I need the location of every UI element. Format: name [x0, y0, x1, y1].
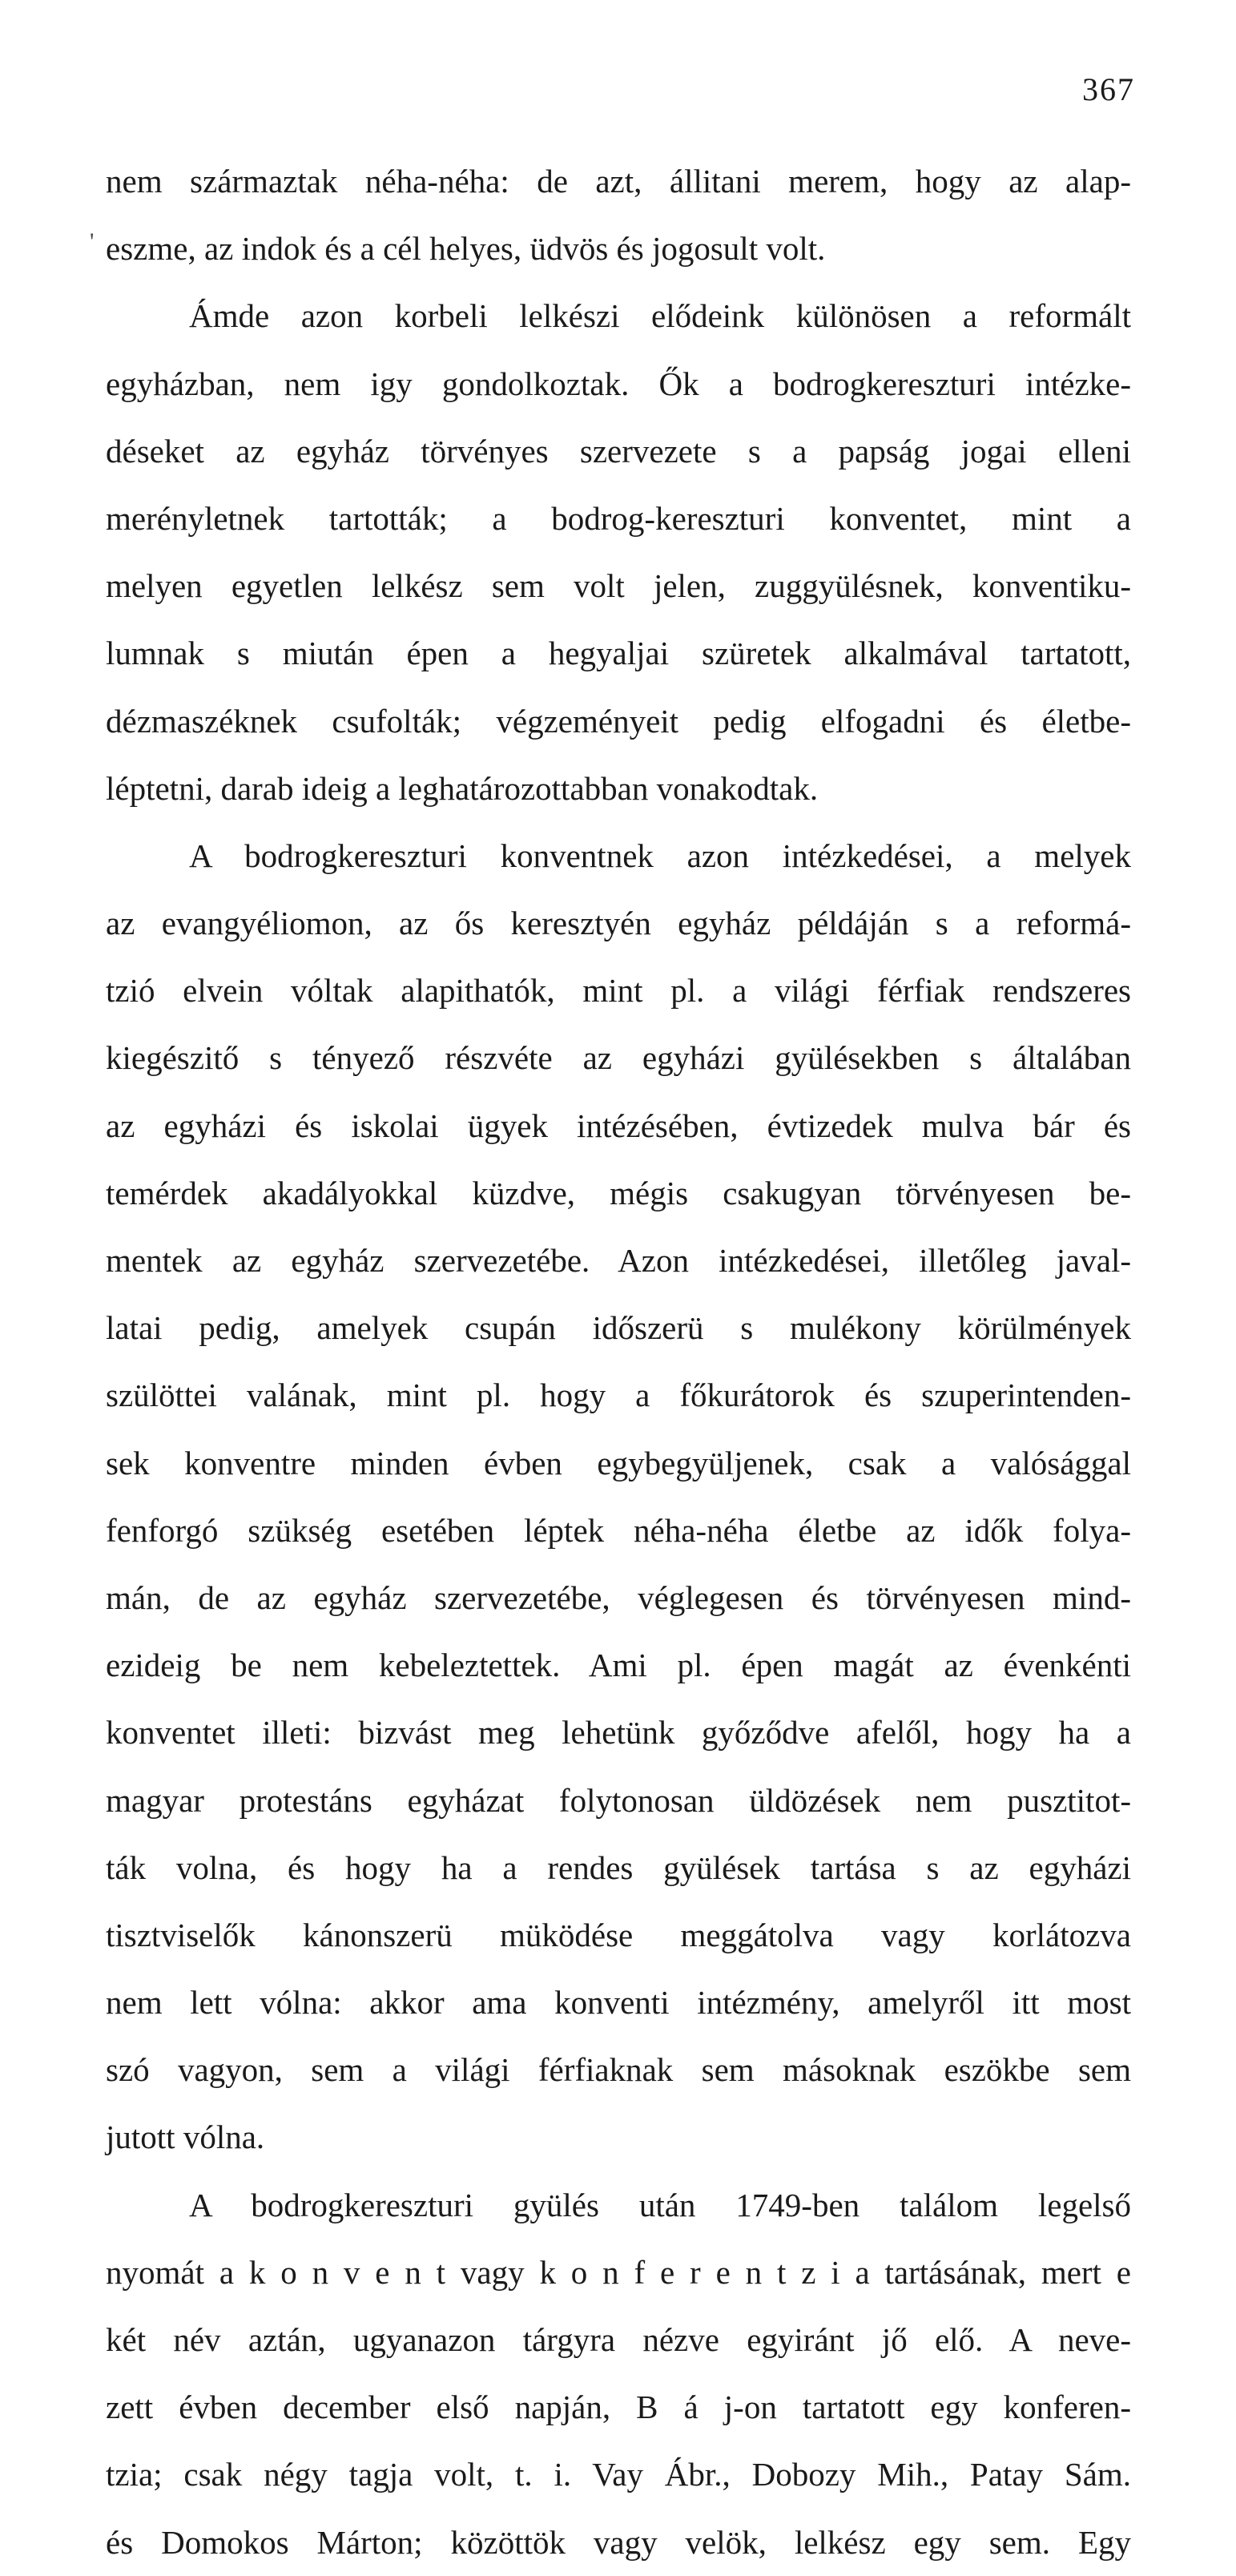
text-line: szülöttei valának, mint pl. hogy a főkurátorok és szuperintenden-	[106, 1377, 1131, 1414]
text-line: ták volna, és hogy ha a rendes gyülések tartása s az egyházi	[106, 1848, 1131, 1886]
text-line: magyar protestáns egyházat folytonosan üldözések nem pusztitot-	[106, 1781, 1131, 1819]
text-line: A bodrogkereszturi konventnek azon intézkedései, a melyek	[189, 836, 1131, 874]
text-line: sek konventre minden évben egybegyüljenek, csak a valósággal	[106, 1444, 1131, 1482]
text-line: fenforgó szükség esetében léptek néha-néha életbe az idők folya-	[106, 1511, 1131, 1549]
text-line: A bodrogkereszturi gyülés után 1749-ben találom legelső	[189, 2186, 1131, 2223]
text-line: mán, de az egyház szervezetébe, véglegesen és törvényesen mind-	[106, 1578, 1131, 1616]
text-line: az evangyéliomon, az ős keresztyén egyház példáján s a reformá-	[106, 905, 1131, 942]
text-line: tzia; csak négy tagja volt, t. i. Vay Ábr., Dobozy Mih., Patay Sám.	[106, 2456, 1131, 2493]
text-line: Ámde azon korbeli lelkészi elődeink különösen a reformált	[189, 297, 1131, 335]
text-line: nyomát a k o n v e n t vagy k o n f e r e n t z i a tartásának, mert e	[106, 2253, 1131, 2291]
text-line: temérdek akadályokkal küzdve, mégis csakugyan törvényesen be-	[106, 1174, 1131, 1211]
text-line: zett évben december első napján, B á j-on tartatott egy konferen-	[106, 2389, 1131, 2426]
text-line: léptetni, darab ideig a leghatározottabban vonakodtak.	[106, 769, 819, 807]
text-line: eszme, az indok és a cél helyes, üdvös és jogosult volt.	[106, 230, 826, 268]
text-line: konventet illeti: bizvást meg lehetünk győződve afelől, hogy ha a	[106, 1714, 1131, 1752]
text-line: tisztviselők kánonszerü müködése meggátolva vagy korlátozva	[106, 1916, 1131, 1953]
body-text	[106, 147, 1131, 2576]
text-line: merényletnek tartották; a bodrog-kereszturi konventet, mint a	[106, 499, 1131, 537]
text-line: és Domokos Márton; közöttök vagy velök, lelkész egy sem. Egy	[106, 2523, 1131, 2561]
text-line: ezideig be nem kebeleztettek. Ami pl. épen magát az évenkénti	[106, 1647, 1131, 1684]
text-line: nem származtak néha-néha: de azt, állitani merem, hogy az alap-	[106, 163, 1131, 200]
page-number: 367	[1082, 71, 1135, 107]
text-line: nem lett vólna: akkor ama konventi intézmény, amelyről itt most	[106, 1984, 1131, 2022]
text-line: az egyházi és iskolai ügyek intézésében, évtizedek mulva bár és	[106, 1107, 1131, 1144]
text-line: tzió elvein vóltak alapithatók, mint pl. a világi férfiak rendszeres	[106, 972, 1131, 1010]
text-line: melyen egyetlen lelkész sem volt jelen, zuggyülésnek, konventiku-	[106, 567, 1131, 605]
stray-mark: '	[90, 228, 95, 255]
text-line: latai pedig, amelyek csupán időszerü s mulékony körülmények	[106, 1309, 1131, 1347]
text-line: egyházban, nem igy gondolkoztak. Ők a bodrogkereszturi intézke-	[106, 365, 1131, 402]
text-line: két név aztán, ugyanazon tárgyra nézve egyiránt jő elő. A neve-	[106, 2321, 1131, 2358]
text-line: kiegészitő s tényező részvéte az egyházi gyülésekben s általában	[106, 1039, 1131, 1077]
text-line: mentek az egyház szervezetébe. Azon intézkedései, illetőleg javal-	[106, 1242, 1131, 1279]
text-line: szó vagyon, sem a világi férfiaknak sem másoknak eszökbe sem	[106, 2051, 1131, 2089]
text-line: déseket az egyház törvényes szervezete s a papság jogai elleni	[106, 432, 1131, 470]
text-line: dézmaszéknek csufolták; végzeményeit pedig elfogadni és életbe-	[106, 702, 1131, 740]
text-line: lumnak s miután épen a hegyaljai szüretek alkalmával tartatott,	[106, 635, 1131, 672]
text-line: jutott vólna.	[106, 2118, 265, 2156]
